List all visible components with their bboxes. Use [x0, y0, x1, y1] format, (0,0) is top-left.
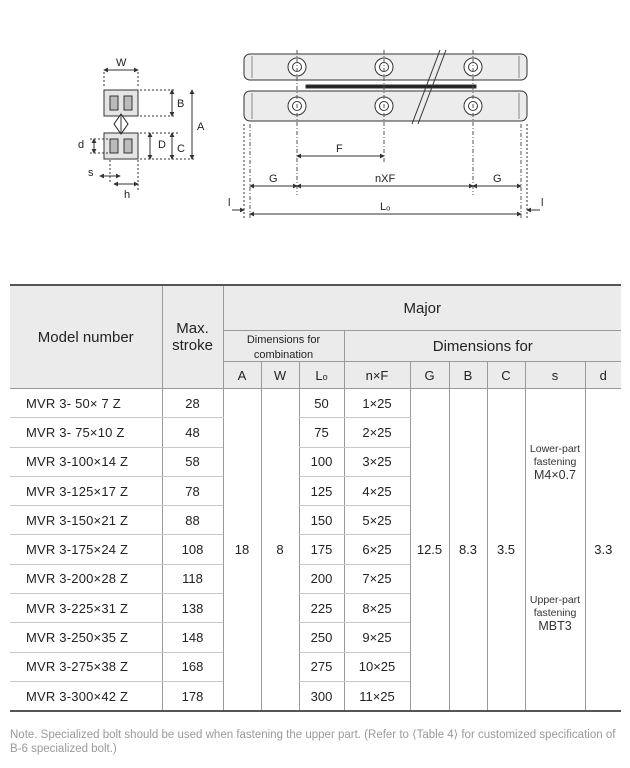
dim-h: h [124, 189, 131, 201]
dim-B: B [177, 98, 185, 110]
cell-nxf: 5×25 [344, 506, 410, 535]
cell-stroke: 48 [162, 418, 223, 447]
cell-model: MVR 3-225×31 Z [10, 594, 162, 623]
col-G: G [410, 362, 449, 389]
side-view [232, 50, 540, 220]
dim-G-left: G [269, 173, 278, 185]
cell-lo: 125 [299, 476, 344, 505]
col-s: s [525, 362, 585, 389]
col-B: B [449, 362, 487, 389]
cell-nxf: 10×25 [344, 652, 410, 681]
cell-W-shared: 8 [261, 389, 299, 712]
dim-F: F [336, 143, 343, 155]
dim-l-right: l [541, 197, 544, 209]
s-upper-fastening: Upper-part fastening MBT3 [529, 594, 581, 633]
cell-lo: 150 [299, 506, 344, 535]
cell-stroke: 108 [162, 535, 223, 564]
cell-stroke: 88 [162, 506, 223, 535]
cell-s-shared [525, 389, 585, 712]
cell-nxf: 4×25 [344, 476, 410, 505]
cell-lo: 175 [299, 535, 344, 564]
cell-model: MVR 3-100×14 Z [10, 447, 162, 476]
cell-nxf: 8×25 [344, 594, 410, 623]
col-A: A [223, 362, 261, 389]
dim-W: W [116, 57, 127, 69]
cell-model: MVR 3-150×21 Z [10, 506, 162, 535]
table-row [10, 389, 621, 418]
cell-G-shared: 12.5 [410, 389, 449, 712]
dim-D: D [158, 139, 166, 151]
cell-model: MVR 3-250×35 Z [10, 623, 162, 652]
header-major: Major [223, 285, 621, 331]
cell-model: MVR 3-300×42 Z [26, 688, 129, 704]
cell-lo: 200 [299, 564, 344, 593]
cell-lo: 75 [299, 418, 344, 447]
cell-model: MVR 3- 75×10 Z [10, 418, 162, 447]
cell-lo: 300 [299, 681, 344, 711]
col-d: d [585, 362, 621, 389]
spec-table [10, 284, 621, 712]
cell-model: MVR 3-275×38 Z [10, 652, 162, 681]
cell-nxf: 7×25 [344, 564, 410, 593]
dim-s: s [88, 167, 94, 179]
cell-nxf: 9×25 [344, 623, 410, 652]
dim-G-right: G [493, 173, 502, 185]
cell-stroke: 148 [162, 623, 223, 652]
cell-lo: 50 [299, 389, 344, 418]
cell-lo: 250 [299, 623, 344, 652]
cell-nxf: 11×25 [344, 681, 410, 711]
cell-stroke: 168 [162, 652, 223, 681]
cell-stroke: 118 [162, 564, 223, 593]
cell-nxf: 1×25 [344, 389, 410, 418]
cell-nxf: 3×25 [344, 447, 410, 476]
cell-model: MVR 3-175×24 Z [10, 535, 162, 564]
cell-B-shared: 8.3 [449, 389, 487, 712]
footnote: Note. Specialized bolt should be used when fastening the upper part. (Refer to ⟨Table 4⟩ for customized specification of B-6 specialized bolt.) [10, 729, 616, 755]
dim-l-left: l [228, 197, 231, 209]
cell-C-shared: 3.5 [487, 389, 525, 712]
cell-lo: 225 [299, 594, 344, 623]
col-C: C [487, 362, 525, 389]
cell-stroke: 178 [162, 681, 223, 711]
header-model-number: Model number [10, 285, 162, 389]
cell-stroke: 78 [162, 476, 223, 505]
header-max-stroke: Max. stroke [162, 285, 223, 389]
cell-d-shared: 3.3 [585, 389, 621, 712]
dim-C: C [177, 143, 185, 155]
cell-lo: 275 [299, 652, 344, 681]
cell-nxf: 6×25 [344, 535, 410, 564]
col-Lo: Lo [299, 362, 344, 389]
cell-model: MVR 3-200×28 Z [10, 564, 162, 593]
cell-stroke: 28 [162, 389, 223, 418]
cell-stroke: 58 [162, 447, 223, 476]
cell-model: MVR 3- 50× 7 Z [10, 389, 162, 418]
technical-drawing [0, 0, 630, 240]
cell-nxf: 2×25 [344, 418, 410, 447]
s-lower-fastening: Lower-part fastening M4×0.7 [529, 443, 581, 482]
cell-A-shared: 18 [223, 389, 261, 712]
dim-Lo: Lₒ [380, 201, 391, 213]
dim-nXF: nXF [375, 173, 396, 185]
col-nxF: n×F [344, 362, 410, 389]
cell-model: MVR 3-125×17 Z [10, 476, 162, 505]
cell-lo: 100 [299, 447, 344, 476]
header-dims-combination: Dimensions for combination [223, 331, 344, 362]
col-W: W [261, 362, 299, 389]
cross-section-view [90, 70, 196, 190]
header-dims-for: Dimensions for [344, 331, 621, 362]
dim-d: d [78, 139, 85, 151]
cell-stroke: 138 [162, 594, 223, 623]
dim-A: A [197, 121, 205, 133]
